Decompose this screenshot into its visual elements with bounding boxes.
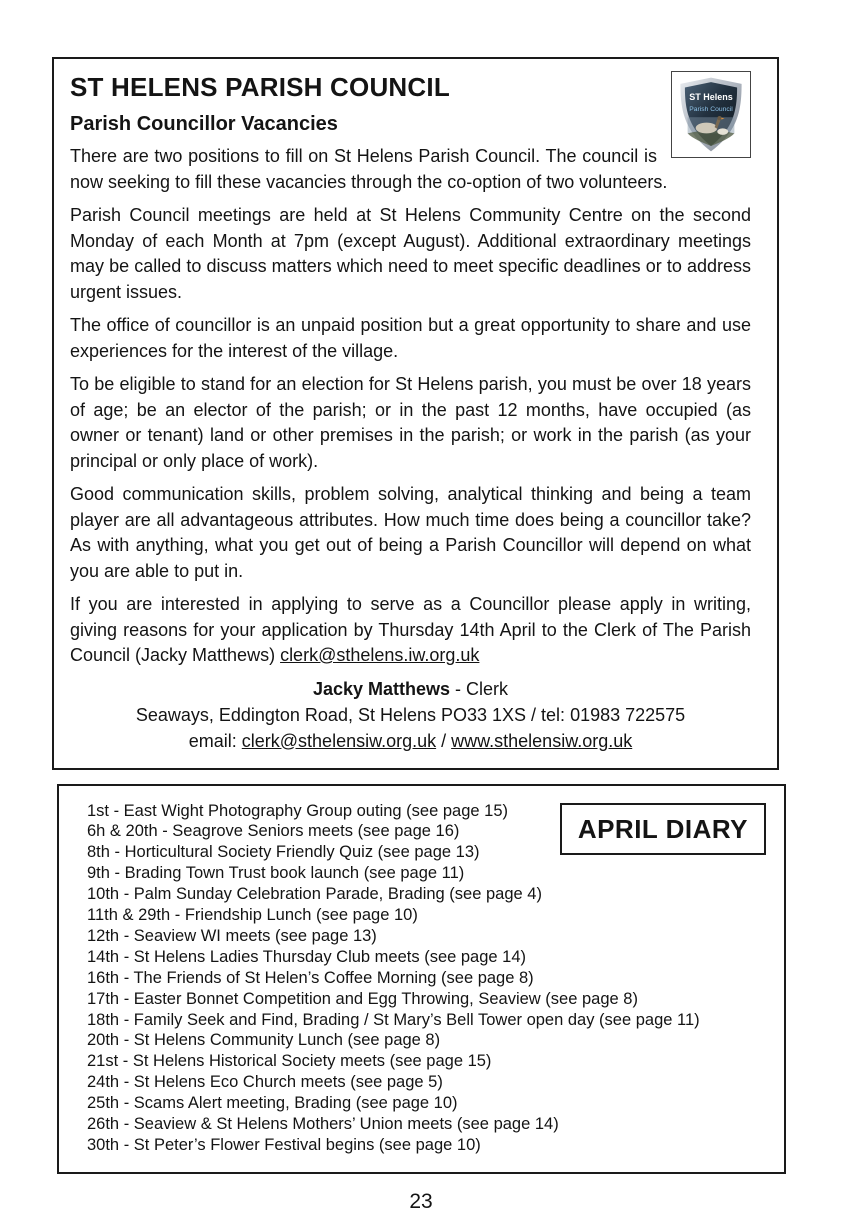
diary-event-12th: 12th - Seaview WI meets (see page 13) [87,926,377,945]
paragraph-office: The office of councillor is an unpaid position but a great opportunity to share and use experiences for the interest of the village. [70,315,751,361]
diary-event-17th: 17th - Easter Bonnet Competition and Egg Throwing, Seaview (see page 8) [87,989,638,1008]
gosling [717,128,728,134]
website-link[interactable]: www.sthelensiw.org.uk [451,730,633,751]
diary-event-20th: 20th - St Helens Community Lunch (see page 8) [87,1031,441,1050]
diary-event-8th: 8th - Horticultural Society Friendly Quiz (see page 13) [87,843,480,862]
council-notice-box [52,57,779,770]
diary-event-25th: 25th - Scams Alert meeting, Brading (see page 10) [87,1094,458,1113]
clerk-links-line [70,728,751,754]
diary-event-18th: 18th - Family Seek and Find, Brading / St Mary’s Bell Tower open day (see page 11) [87,1010,700,1029]
link-separator: / [436,730,452,751]
parish-council-logo [671,71,751,158]
email-label: email: [188,730,242,751]
clerk-email-link[interactable]: clerk@sthelens.iw.org.uk [280,645,480,665]
page-number: 23 [409,1189,433,1213]
clerk-name: Jacky Matthews [312,678,451,699]
paragraph-positions: There are two positions to fill on St Helens Parish Council. The council is now seeking to fill these vacancies through the co-option of two volunteers. [70,146,668,192]
diary-event-14th: 14th - St Helens Ladies Thursday Club meets (see page 14) [87,947,527,966]
diary-event-10th: 10th - Palm Sunday Celebration Parade, Brading (see page 4) [87,885,542,904]
paragraph-eligibility: To be eligible to stand for an election for St Helens parish, you must be over 18 years of age; be an elector of the parish; or in the past 12 months, have occupied (as owner or tenant) land or other premises in the parish; or work in the parish (as your principal or only place of work). [70,374,751,471]
logo-text-line1: ST Helens [689,92,733,103]
diary-event-1st: 1st - East Wight Photography Group outing (see page 15) [87,801,508,820]
logo-text-line2: Parish Council [689,105,733,113]
paragraph-meetings: Parish Council meetings are held at St Helens Community Centre on the second Monday of each Month at 7pm (except August). Additional extraordinary meetings may be called to discuss matters which need to meet specific deadlines or to address urgent issues. [70,205,751,302]
goose-body [696,123,718,134]
contact-block [70,676,751,754]
paragraph-skills: Good communication skills, problem solving, analytical thinking and being a team player are all advantageous attributes. How much time does being a councillor take? As with anything, what you get out of being a Parish Councillor will depend on what you are able to put in. [70,484,751,581]
diary-event-26th: 26th - Seaview & St Helens Mothers’ Union meets (see page 14) [87,1115,559,1134]
diary-event-30th: 30th - St Peter’s Flower Festival begins (see page 10) [87,1136,481,1154]
shield-crest-icon [675,75,747,154]
april-diary-box [57,784,786,1174]
diary-event-24th: 24th - St Helens Eco Church meets (see page 5) [87,1073,443,1092]
diary-event-9th: 9th - Brading Town Trust book launch (see page 11) [87,864,465,883]
diary-event-21st: 21st - St Helens Historical Society meets (see page 15) [87,1052,492,1071]
diary-event-11th-29th: 11th & 29th - Friendship Lunch (see page 10) [87,906,418,925]
clerk-name-line [70,676,751,702]
apply-text: If you are interested in applying to serve as a Councillor please apply in writing, giving reasons for your application by Thursday 14th April to the Clerk of The Parish Council (Jacky Matthews) [70,594,751,665]
diary-event-6th-20th: 6h & 20th - Seagrove Seniors meets (see page 16) [87,822,460,841]
clerk-role: - Clerk [450,678,509,699]
council-title: ST HELENS PARISH COUNCIL [70,72,450,102]
vacancies-subtitle: Parish Councillor Vacancies [70,113,338,135]
april-diary-title: APRIL DIARY [577,813,748,844]
paragraph-apply [70,592,751,669]
diary-event-16th: 16th - The Friends of St Helen’s Coffee Morning (see page 8) [87,968,534,987]
april-diary-heading [560,803,766,855]
email-link[interactable]: clerk@sthelensiw.org.uk [241,730,437,751]
clerk-address-line: Seaways, Eddington Road, St Helens PO33 1XS / tel: 01983 722575 [135,704,686,725]
